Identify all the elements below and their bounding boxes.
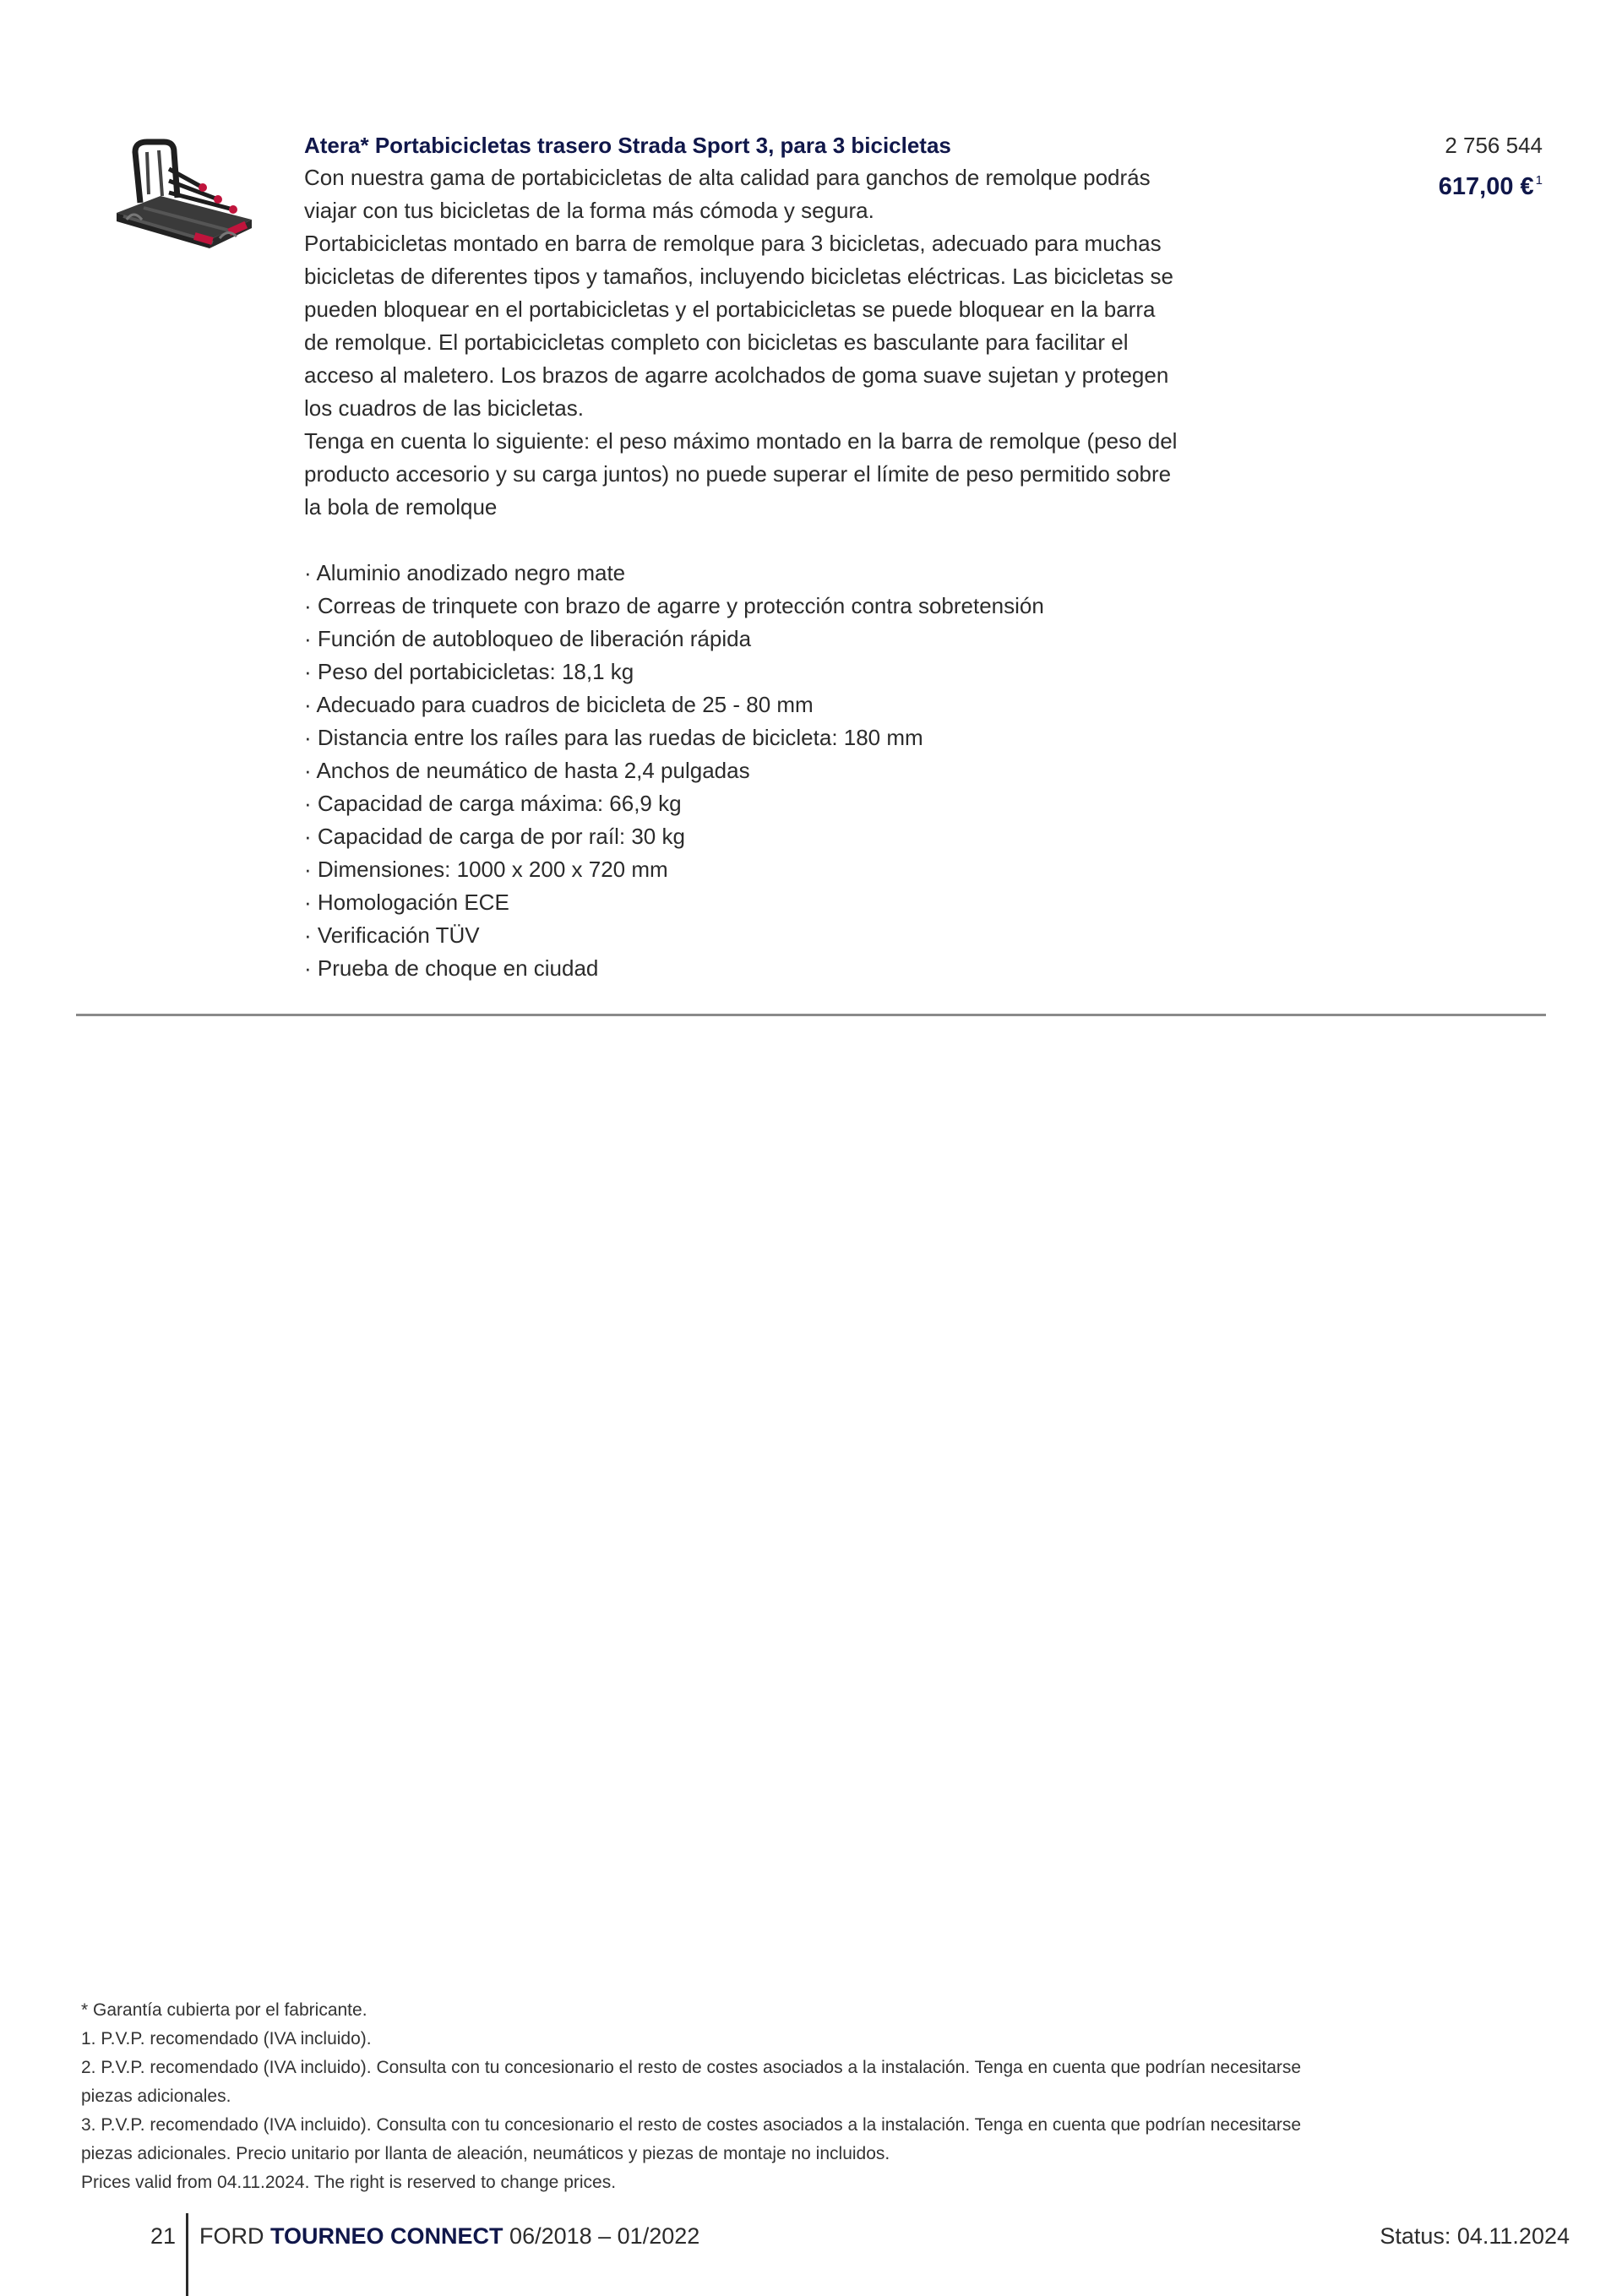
feature-item: · Adecuado para cuadros de bicicleta de 25 - 80 mm: [304, 688, 1284, 721]
bike-rack-illustration: [110, 135, 262, 262]
footnote: 1. P.V.P. recomendado (IVA incluido).: [81, 2029, 372, 2048]
feature-item: · Prueba de choque en ciudad: [304, 952, 1284, 985]
description-line: Tenga en cuenta lo siguiente: el peso máximo montado en la barra de remolque (peso del: [304, 428, 1178, 454]
feature-item: · Distancia entre los raíles para las ruedas de bicicleta: 180 mm: [304, 721, 1284, 754]
product-entry: [304, 131, 1284, 985]
footnote: * Garantía cubierta por el fabricante.: [81, 2000, 367, 2020]
feature-item: · Capacidad de carga de por raíl: 30 kg: [304, 820, 1284, 853]
footnote: 3. P.V.P. recomendado (IVA incluido). Consulta con tu concesionario el resto de costes asociados a la instalación. Tenga en cuenta que podrían necesitarse: [81, 2115, 1302, 2135]
description-line: la bola de remolque: [304, 494, 498, 520]
description-line: de remolque. El portabicicletas completo con bicicletas es basculante para facilitar el: [304, 329, 1129, 355]
feature-item: · Capacidad de carga máxima: 66,9 kg: [304, 787, 1284, 820]
feature-list: [304, 557, 1284, 985]
footnote: piezas adicionales.: [81, 2087, 231, 2106]
feature-item: · Homologación ECE: [304, 886, 1284, 919]
feature-item: · Anchos de neumático de hasta 2,4 pulgadas: [304, 754, 1284, 787]
page-footer: [0, 2213, 1622, 2296]
feature-item: · Peso del portabicicletas: 18,1 kg: [304, 656, 1284, 688]
description-line: Con nuestra gama de portabicicletas de alta calidad para ganchos de remolque podrás: [304, 165, 1151, 190]
description-line: bicicletas de diferentes tipos y tamaños, incluyendo bicicletas eléctricas. Las bicicletas se: [304, 264, 1173, 289]
footer-period: 06/2018 – 01/2022: [509, 2223, 700, 2249]
feature-item: · Verificación TÜV: [304, 919, 1284, 952]
footnote: piezas adicionales. Precio unitario por llanta de aleación, neumáticos y piezas de montaje no incluidos.: [81, 2144, 890, 2163]
footer-model: TOURNEO CONNECT: [270, 2223, 503, 2249]
product-title: Atera* Portabicicletas trasero Strada Sport 3, para 3 bicicletas: [304, 133, 951, 158]
description-line: producto accesorio y su carga juntos) no puede superar el límite de peso permitido sobre: [304, 461, 1172, 487]
feature-item: · Función de autobloqueo de liberación rápida: [304, 623, 1284, 656]
description-line: los cuadros de las bicicletas.: [304, 395, 584, 421]
description-line: pueden bloquear en el portabicicletas y el portabicicletas se puede bloquear en la barra: [304, 297, 1156, 322]
footnote: 2. P.V.P. recomendado (IVA incluido). Consulta con tu concesionario el resto de costes asociados a la instalación. Tenga en cuenta que podrían necesitarse: [81, 2058, 1302, 2077]
section-divider: [76, 1014, 1546, 1016]
description-line: viajar con tus bicicletas de la forma más cómoda y segura.: [304, 198, 874, 223]
footer-status: Status: 04.11.2024: [1380, 2223, 1570, 2249]
price-footnote-ref: 1: [1535, 173, 1543, 188]
description-line: acceso al maletero. Los brazos de agarre acolchados de goma suave sujetan y protegen: [304, 362, 1169, 388]
bike-rack-image: [110, 135, 262, 262]
feature-item: · Aluminio anodizado negro mate: [304, 557, 1284, 590]
part-number: 2 756 544: [1445, 133, 1543, 158]
footer-rule: [186, 2213, 188, 2296]
description-line: Portabicicletas montado en barra de remolque para 3 bicicletas, adecuado para muchas: [304, 231, 1162, 256]
price-value: 617,00 €: [1438, 173, 1534, 200]
footer-brand: FORD: [199, 2223, 264, 2249]
feature-item: · Dimensiones: 1000 x 200 x 720 mm: [304, 853, 1284, 886]
product-price: [1439, 166, 1543, 202]
feature-item: · Correas de trinquete con brazo de agarre y protección contra sobretensión: [304, 590, 1284, 623]
footnotes: [81, 1996, 1551, 2197]
footer-title: [199, 2223, 699, 2250]
page-number: 21: [150, 2223, 177, 2249]
footnote: Prices valid from 04.11.2024. The right is reserved to change prices.: [81, 2173, 617, 2192]
product-description: [304, 161, 1284, 524]
